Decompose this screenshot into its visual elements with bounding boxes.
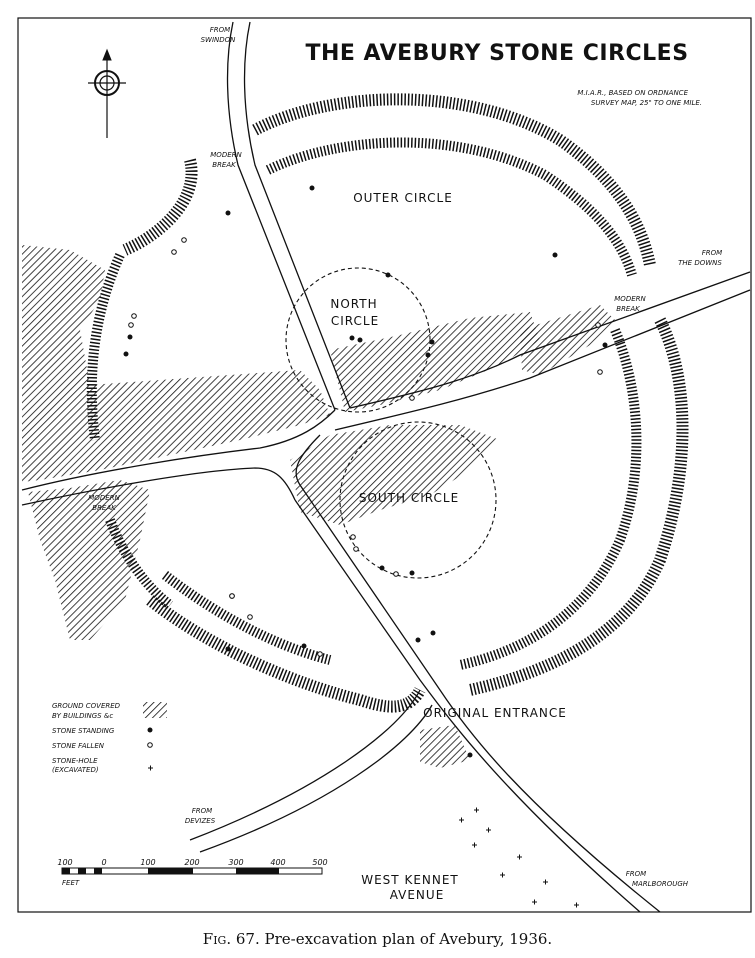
legend-fallen-marker	[148, 743, 153, 748]
legend-stone-fallen: STONE FALLEN	[52, 742, 104, 750]
label-modern-break-c1: MODERN	[88, 494, 120, 502]
road-devizes-south	[200, 705, 432, 852]
source-note-line1: M.I.A.R., BASED ON ORDNANCE	[577, 89, 688, 97]
scale-tick-0: 100	[57, 858, 73, 867]
scale-tick-5: 400	[270, 858, 286, 867]
map-title: THE AVEBURY STONE CIRCLES	[305, 41, 689, 66]
road-swindon-west	[228, 22, 335, 410]
figure-caption	[0, 930, 755, 948]
label-west-kennet-2: AVENUE	[389, 888, 445, 902]
figure-number: Fig. 67.	[202, 930, 260, 948]
label-modern-break-c2: BREAK	[92, 504, 116, 512]
legend-buildings-1: GROUND COVERED	[52, 702, 121, 710]
stone-holes-excavated	[459, 808, 579, 908]
scale-bar	[57, 858, 327, 887]
label-from-devizes-1: FROM	[191, 807, 213, 815]
road-devizes-north	[190, 690, 420, 840]
label-from-devizes-2: DEVIZES	[184, 817, 216, 825]
label-north-circle-1: NORTH	[330, 297, 378, 311]
legend-hole-marker	[148, 766, 153, 771]
legend	[52, 702, 153, 774]
north-arrow-icon	[88, 50, 126, 138]
legend-stone-hole-1: STONE-HOLE	[52, 757, 98, 765]
legend-buildings-2: BY BUILDINGS &c	[52, 712, 114, 720]
label-original-entrance: ORIGINAL ENTRANCE	[423, 706, 567, 720]
scale-tick-6: 500	[312, 858, 328, 867]
label-modern-break-a1: MODERN	[210, 151, 242, 159]
label-south-circle: SOUTH CIRCLE	[358, 491, 460, 505]
scale-tick-4: 300	[228, 858, 244, 867]
label-from-swindon-2: SWINDON	[200, 36, 236, 44]
legend-stone-standing: STONE STANDING	[52, 727, 115, 735]
source-note-line2: SURVEY MAP, 25" TO ONE MILE.	[590, 99, 702, 107]
label-from-swindon-1: FROM	[209, 26, 231, 34]
label-from-marlborough-1: FROM	[625, 870, 647, 878]
figure-caption-text: Pre-excavation plan of Avebury, 1936.	[264, 930, 553, 948]
label-west-kennet-1: WEST KENNET	[361, 873, 459, 887]
scale-tick-3: 200	[184, 858, 200, 867]
label-modern-break-b2: BREAK	[616, 305, 640, 313]
label-modern-break-b1: MODERN	[614, 295, 646, 303]
legend-standing-marker	[148, 728, 153, 733]
legend-hatch-swatch	[143, 702, 167, 718]
label-north-circle-2: CIRCLE	[330, 314, 380, 328]
label-from-downs-2: THE DOWNS	[678, 259, 722, 267]
label-from-marlborough-2: MARLBOROUGH	[631, 880, 689, 888]
label-modern-break-a2: BREAK	[212, 161, 236, 169]
scale-tick-2: 100	[140, 858, 156, 867]
label-from-downs-1: FROM	[701, 249, 723, 257]
scale-tick-1: 0	[101, 858, 107, 867]
label-outer-circle: OUTER CIRCLE	[353, 191, 453, 205]
scale-unit: FEET	[62, 879, 80, 887]
legend-stone-hole-2: (EXCAVATED)	[52, 766, 99, 774]
